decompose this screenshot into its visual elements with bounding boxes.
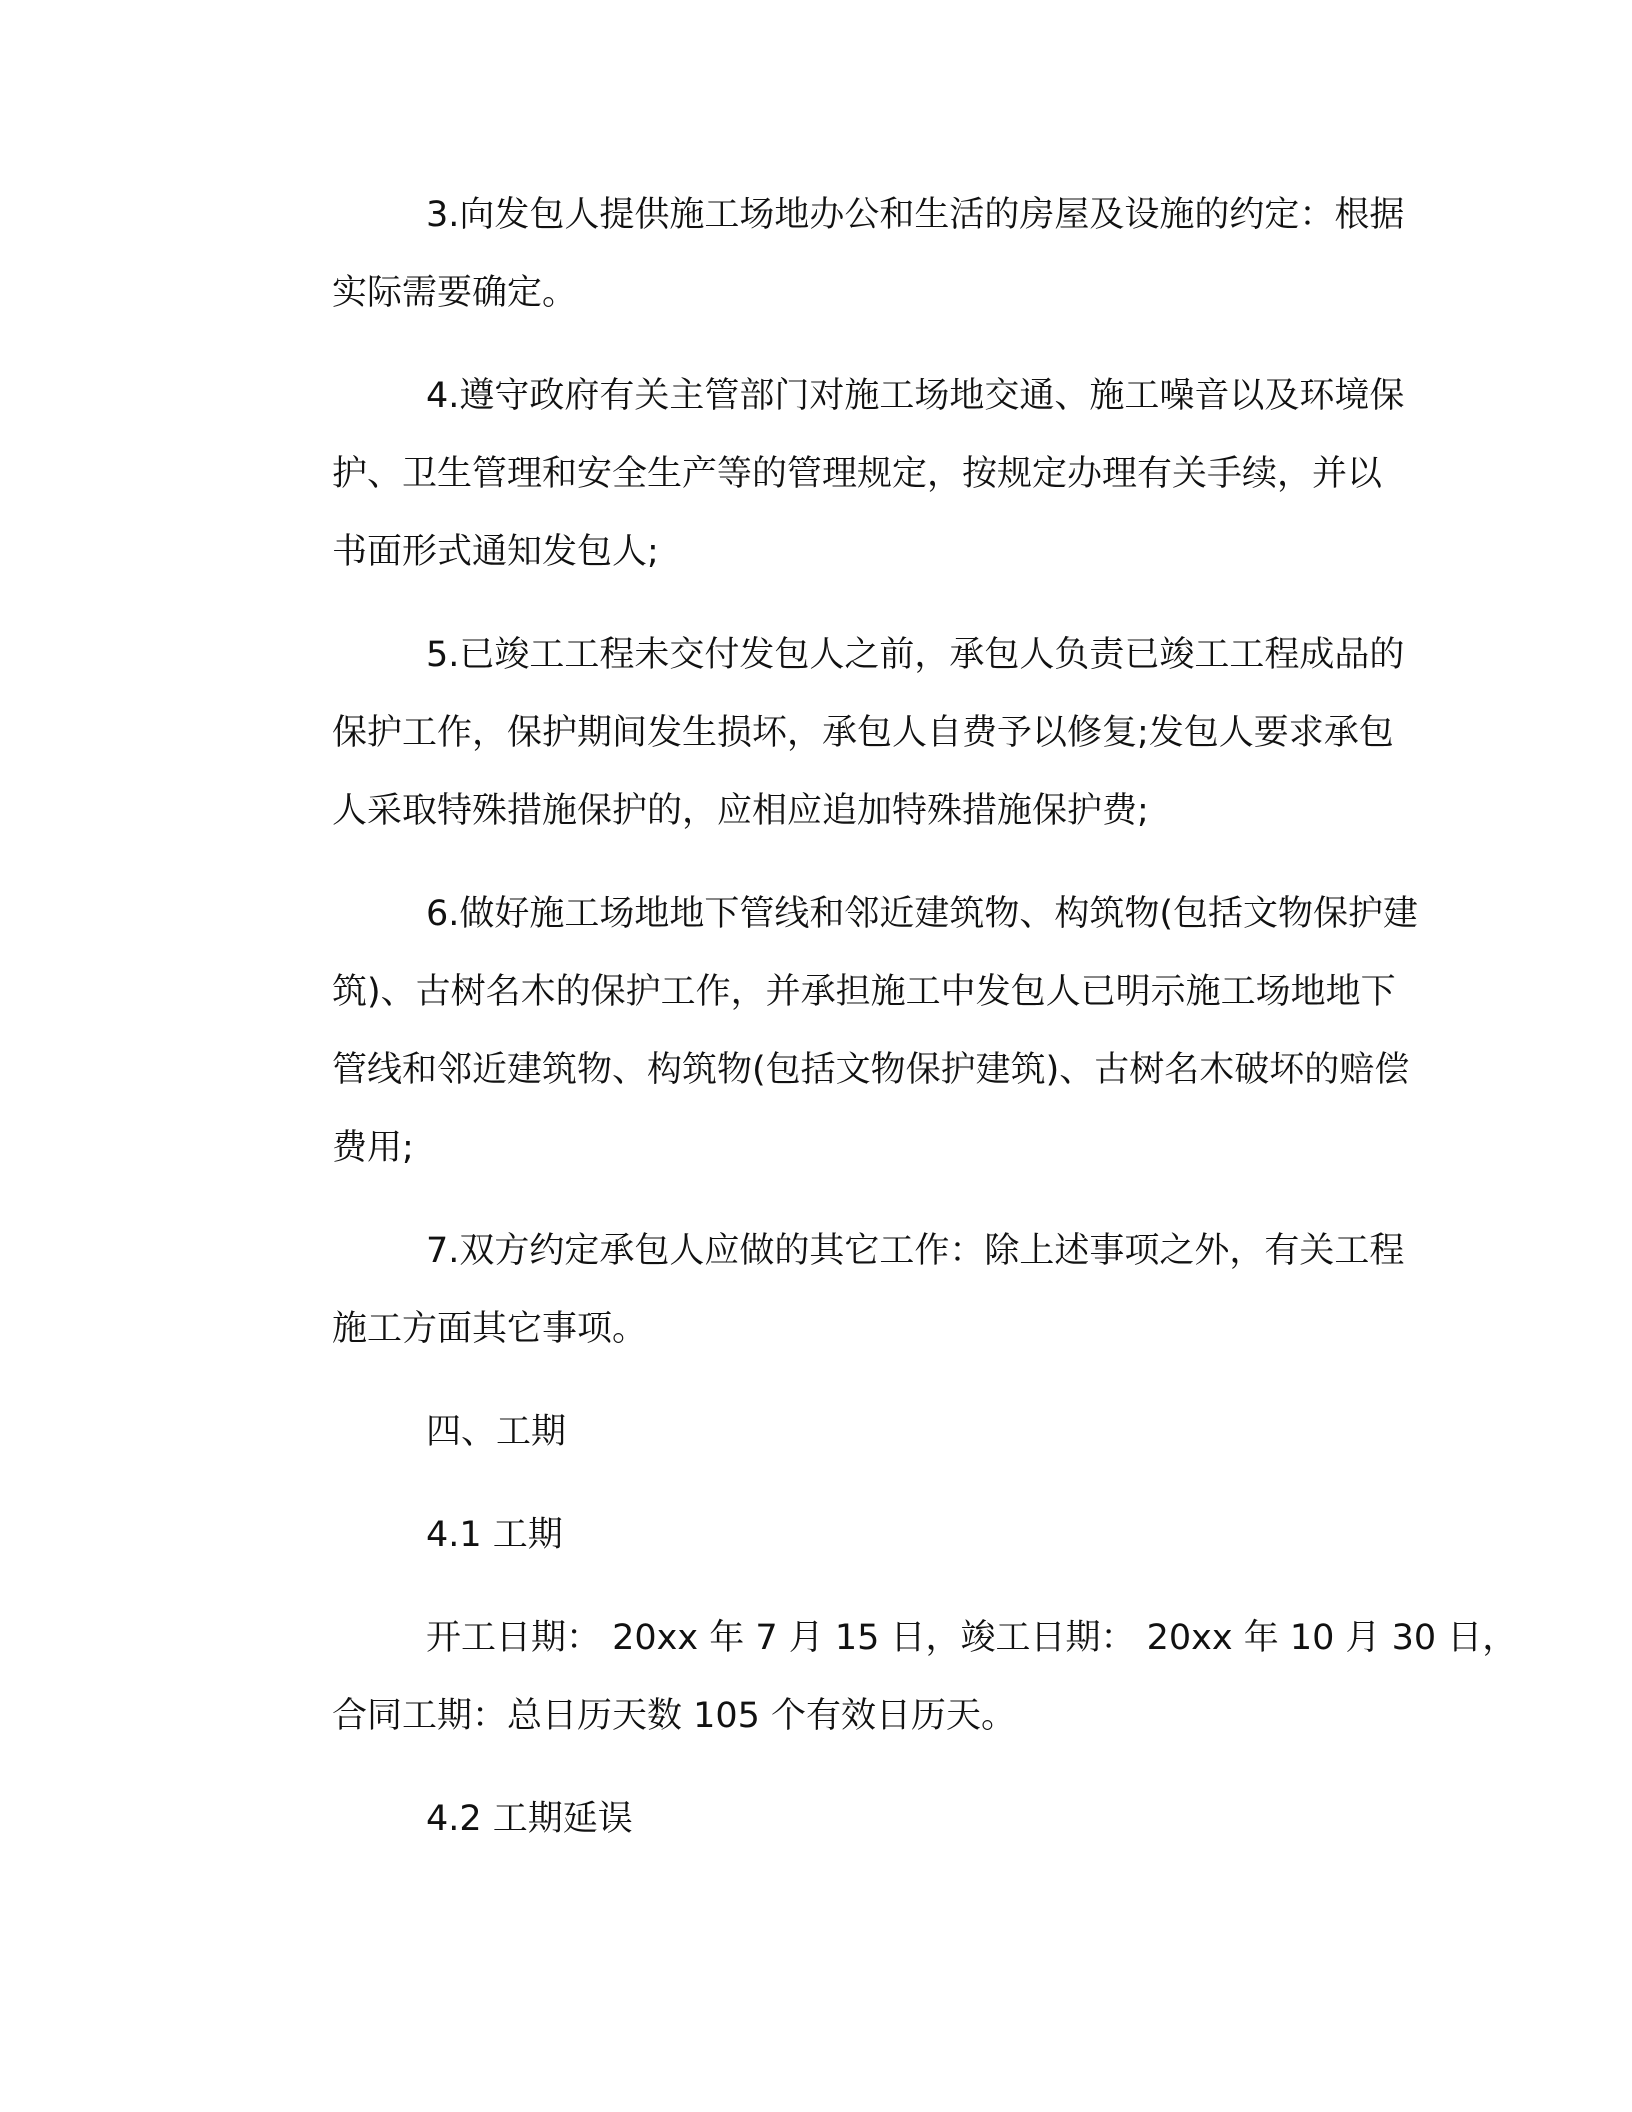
clause-6-line-1: 6.做好施工场地地下管线和邻近建筑物、构筑物(包括文物保护建 [426, 894, 1419, 934]
section-4-heading [238, 1393, 1398, 1471]
clause-4-line-2: 护、卫生管理和安全生产等的管理规定，按规定办理有关手续，并以 [332, 454, 1383, 494]
clause-5-line-2: 保护工作，保护期间发生损坏，承包人自费予以修复;发包人要求承包 [332, 713, 1394, 753]
clause-3-line-2: 实际需要确定。 [332, 273, 578, 313]
clause-7-line-2: 施工方面其它事项。 [332, 1309, 648, 1349]
clause-6-line-2: 筑)、古树名木的保护工作，并承担施工中发包人已明示施工场地地下 [332, 972, 1396, 1012]
schedule-dates-paragraph [238, 1599, 1518, 1755]
clause-3-paragraph [238, 176, 1405, 332]
section-4-title: 四、工期 [426, 1412, 567, 1452]
subsection-4-2-title: 4.2 工期延误 [426, 1799, 633, 1839]
schedule-dates-line-2: 合同工期：总日历天数 105 个有效日历天。 [332, 1696, 1017, 1736]
clause-4-paragraph [238, 357, 1405, 591]
clause-6-line-4: 费用; [332, 1128, 414, 1168]
clause-5-line-3: 人采取特殊措施保护的，应相应追加特殊措施保护费; [332, 791, 1149, 831]
clause-7-line-1: 7.双方约定承包人应做的其它工作：除上述事项之外，有关工程 [426, 1231, 1405, 1271]
clause-3-line-1: 3.向发包人提供施工场地办公和生活的房屋及设施的约定：根据 [426, 195, 1405, 235]
document-body [238, 176, 1518, 1883]
clause-4-line-3: 书面形式通知发包人; [332, 532, 659, 572]
clause-5-paragraph [238, 616, 1405, 850]
subsection-4-1-title: 4.1 工期 [426, 1515, 563, 1555]
schedule-dates-line-1: 开工日期： 20xx 年 7 月 15 日，竣工日期： 20xx 年 10 月 30 日， [426, 1618, 1518, 1658]
subsection-4-1-heading [238, 1496, 1398, 1574]
clause-5-line-1: 5.已竣工工程未交付发包人之前，承包人负责已竣工工程成品的 [426, 635, 1405, 675]
clause-6-paragraph [238, 875, 1419, 1187]
clause-6-line-3: 管线和邻近建筑物、构筑物(包括文物保护建筑)、古树名木破坏的赔偿 [332, 1050, 1410, 1090]
clause-7-paragraph [238, 1212, 1405, 1368]
subsection-4-2-heading [238, 1780, 1398, 1858]
clause-4-line-1: 4.遵守政府有关主管部门对施工场地交通、施工噪音以及环境保 [426, 376, 1405, 416]
